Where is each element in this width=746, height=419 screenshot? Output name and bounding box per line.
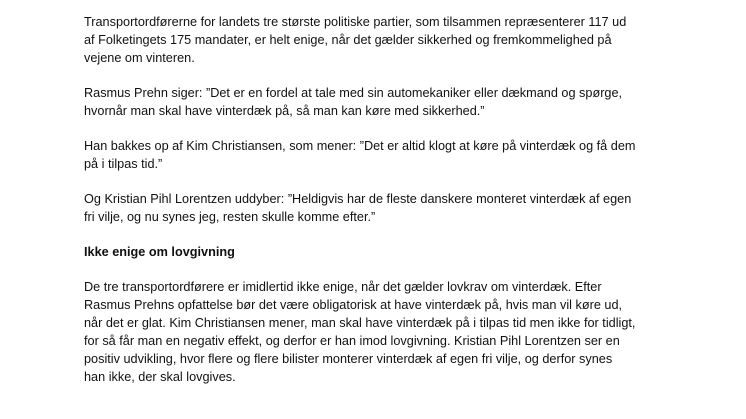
text-line: De tre transportordførere er imidlertid ikke enige, når det gælder lovkrav om vinterdæk. Efter: [84, 280, 602, 294]
document-page: [84, 13, 684, 403]
text-line: på i tilpas tid.”: [84, 157, 163, 171]
section-heading: Ikke enige om lovgivning: [84, 245, 235, 259]
text-line: Han bakkes op af Kim Christiansen, som mener: ”Det er altid klogt at køre på vinterdæk og få dem: [84, 139, 636, 153]
paragraph-intro: [84, 13, 684, 67]
text-line: Transportordførerne for landets tre største politiske partier, som tilsammen repræsenterer 117 ud: [84, 15, 627, 29]
text-line: for så får man en negativ effekt, og derfor er han imod lovgivning. Kristian Pihl Lorentzen ser en: [84, 334, 620, 348]
text-line: han ikke, der skal lovgives.: [84, 370, 236, 384]
text-line: vejene om vinteren.: [84, 51, 195, 65]
text-line: fri vilje, og nu synes jeg, resten skulle komme efter.”: [84, 210, 376, 224]
paragraph-rasmus-prehn-quote: [84, 84, 684, 120]
text-line: Rasmus Prehns opfattelse bør det være obligatorisk at have vinterdæk på, hvis man vil køre ud,: [84, 298, 623, 312]
text-line: hvornår man skal have vinterdæk på, så man kan køre med sikkerhed.”: [84, 104, 485, 118]
text-line: positiv udvikling, hvor flere og flere bilister monterer vinterdæk af egen fri vilje, og derfor synes: [84, 352, 613, 366]
text-line: Og Kristian Pihl Lorentzen uddyber: ”Heldigvis har de fleste danskere monteret vinterdæk af egen: [84, 192, 632, 206]
paragraph-kim-christiansen-quote: [84, 137, 684, 173]
text-line: Rasmus Prehn siger: ”Det er en fordel at tale med sin automekaniker eller dækmand og spørge,: [84, 86, 623, 100]
paragraph-legislation: [84, 278, 684, 386]
paragraph-kristian-pihl-lorentzen-quote: [84, 190, 684, 226]
text-line: når det er glat. Kim Christiansen mener, man skal have vinterdæk på i tilpas tid men ikke for tidligt,: [84, 316, 636, 330]
text-line: af Folketingets 175 mandater, er helt enige, når det gælder sikkerhed og fremkommelighed på: [84, 33, 612, 47]
